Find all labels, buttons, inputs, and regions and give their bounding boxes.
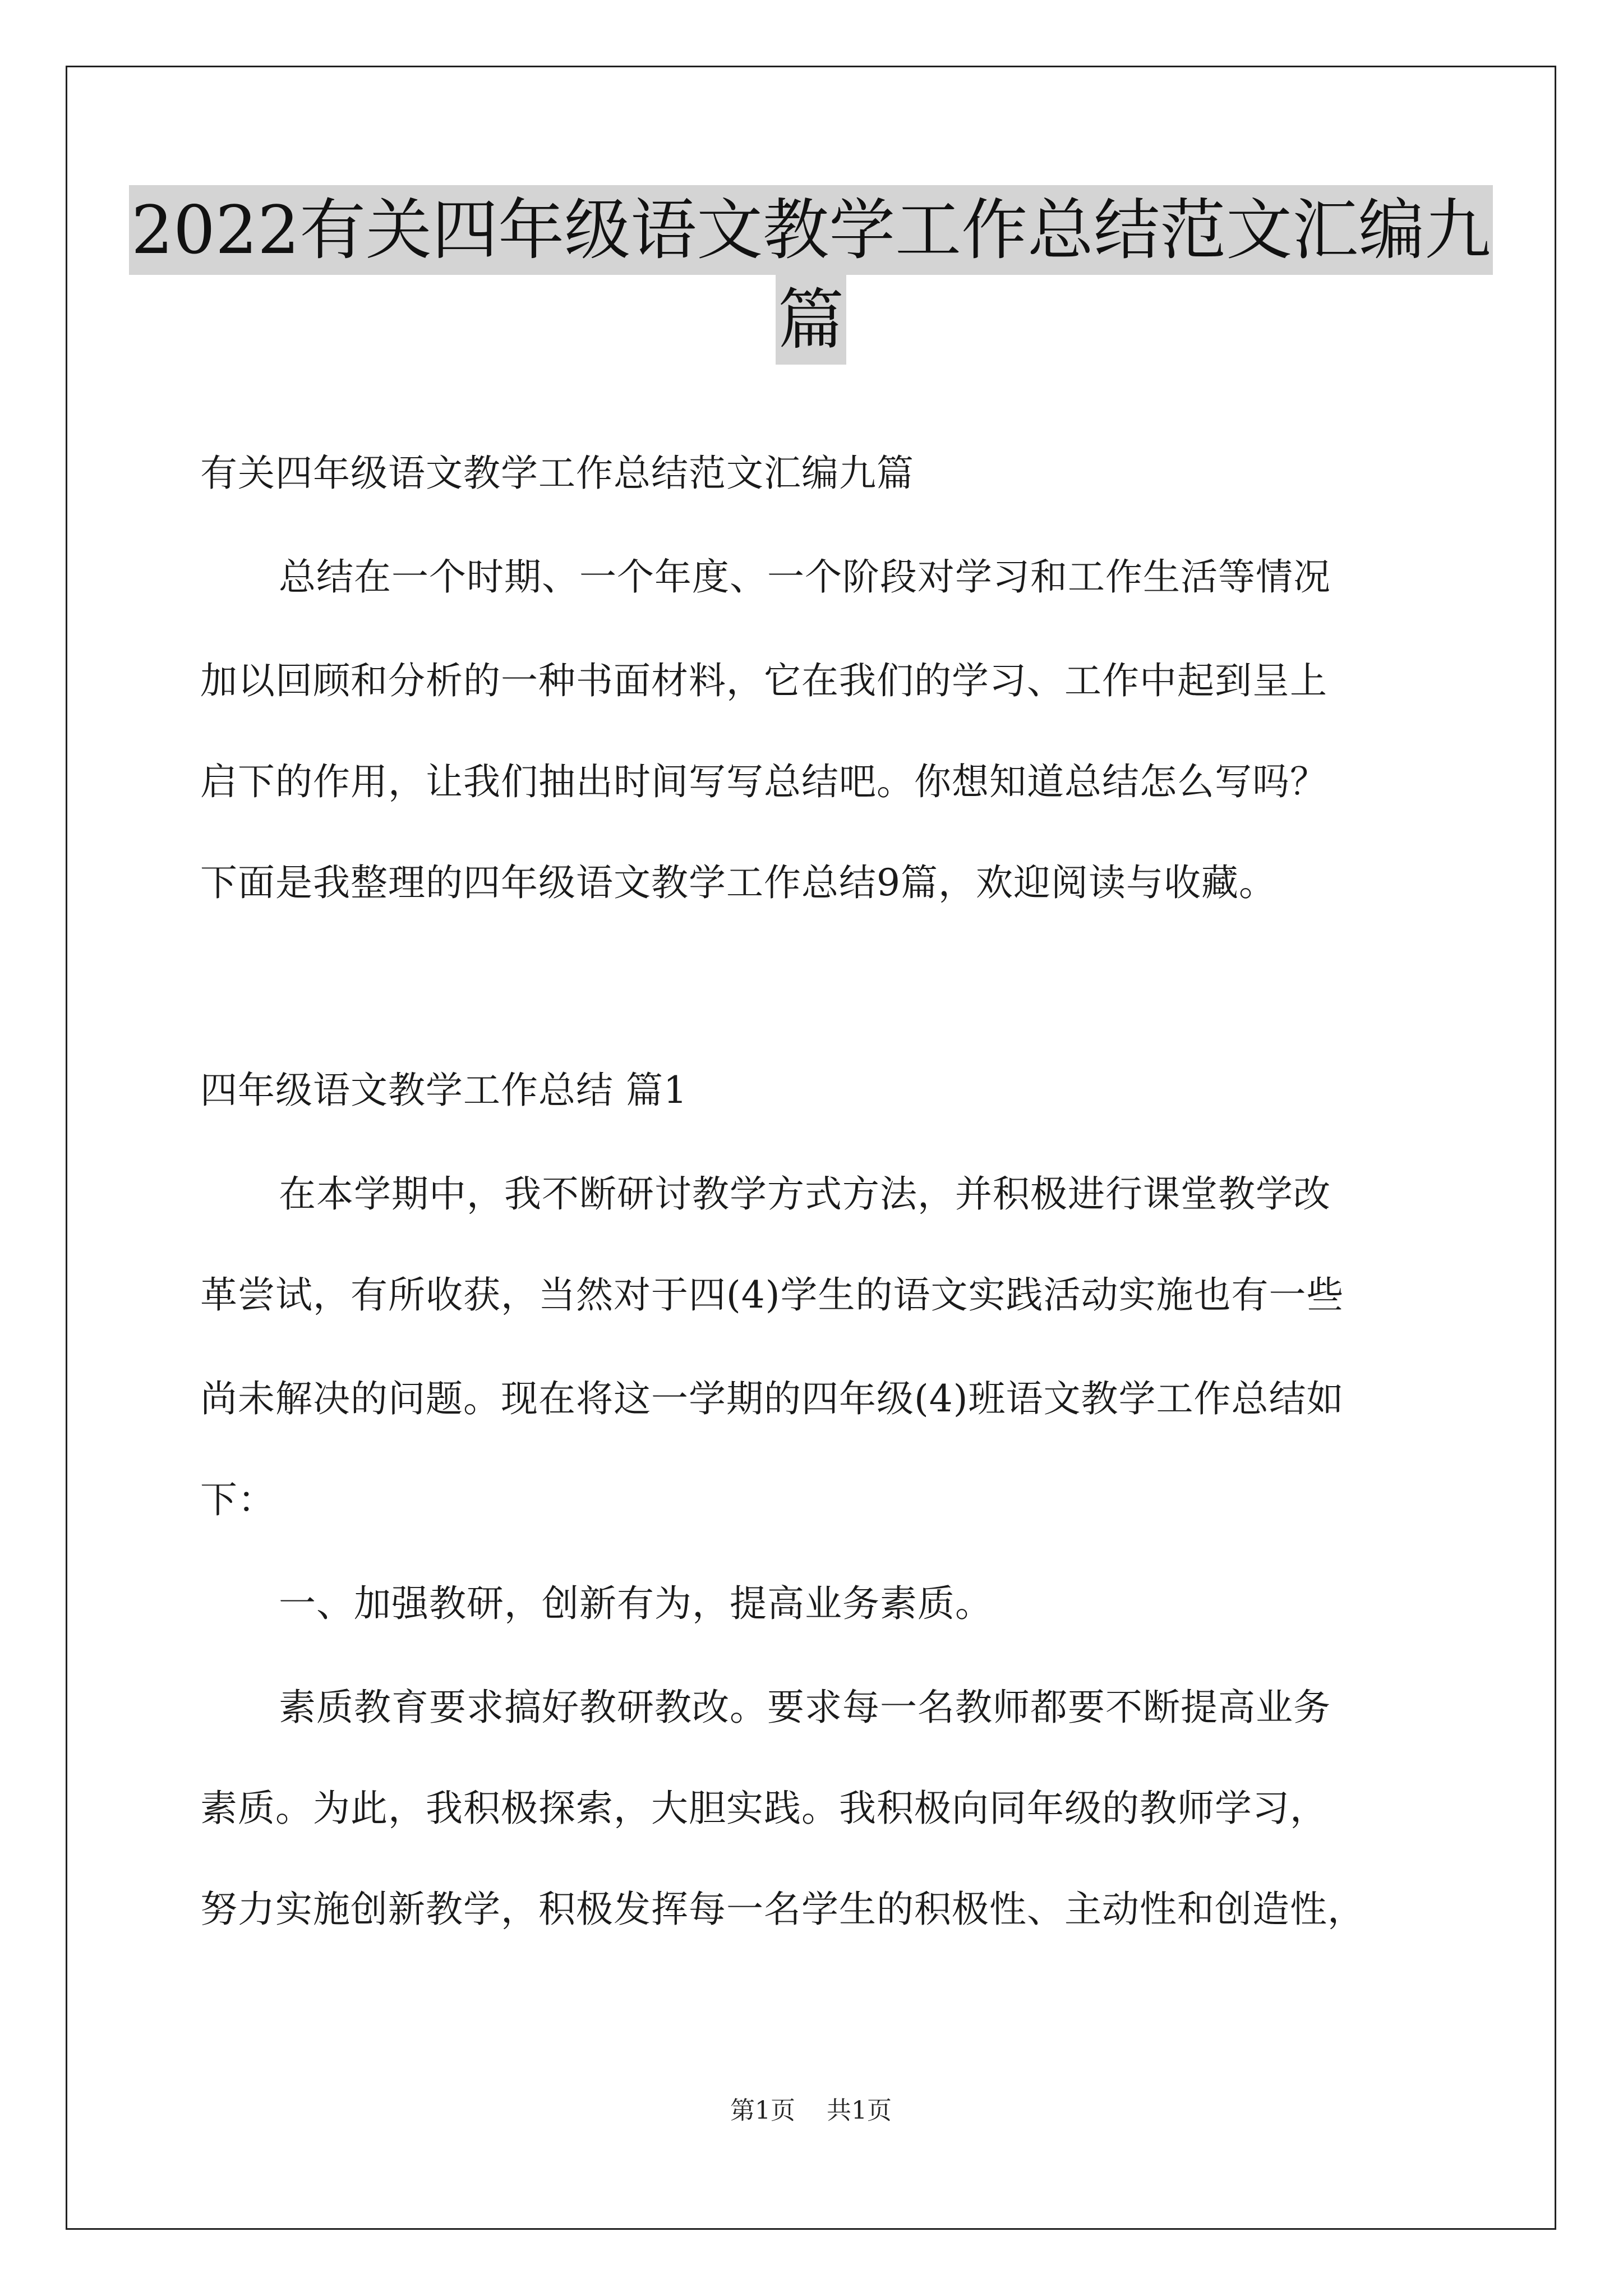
paragraph-line: 在本学期中，我不断研讨教学方式方法，并积极进行课堂教学改 [279,1172,1331,1216]
paragraph-line: 尚未解决的问题。现在将这一学期的四年级(4)班语文教学工作总结如 [200,1377,1344,1420]
intro-line: 总结在一个时期、一个年度、一个阶段对学习和工作生活等情况 [279,555,1331,599]
paragraph-line: 素质。为此，我积极探索，大胆实践。我积极向同年级的教师学习， [200,1787,1327,1830]
paragraph-line: 努力实施创新教学，积极发挥每一名学生的积极性、主动性和创造性， [200,1888,1365,1931]
section-heading: 四年级语文教学工作总结 篇1 [200,1069,688,1112]
intro-line: 启下的作用，让我们抽出时间写写总结吧。你想知道总结怎么写吗？ [200,760,1327,803]
page-footer: 第1页 共1页 [730,2096,892,2125]
paragraph-line: 素质教育要求搞好教研教改。要求每一名教师都要不断提高业务 [279,1686,1331,1729]
paragraph-line: 下： [200,1478,275,1521]
document-title [66,185,1556,365]
paragraph-line: 革尝试，有所收获，当然对于四(4)学生的语文实践活动实施也有一些 [200,1273,1344,1317]
point-heading: 一、加强教研，创新有为，提高业务素质。 [279,1582,993,1625]
subtitle: 有关四年级语文教学工作总结范文汇编九篇 [200,452,914,495]
intro-line: 下面是我整理的四年级语文教学工作总结9篇，欢迎阅读与收藏。 [200,861,1276,904]
intro-line: 加以回顾和分析的一种书面材料，它在我们的学习、工作中起到呈上 [200,659,1327,702]
title-line-2: 篇 [776,275,846,365]
title-line-1: 2022有关四年级语文教学工作总结范文汇编九 [129,185,1493,275]
